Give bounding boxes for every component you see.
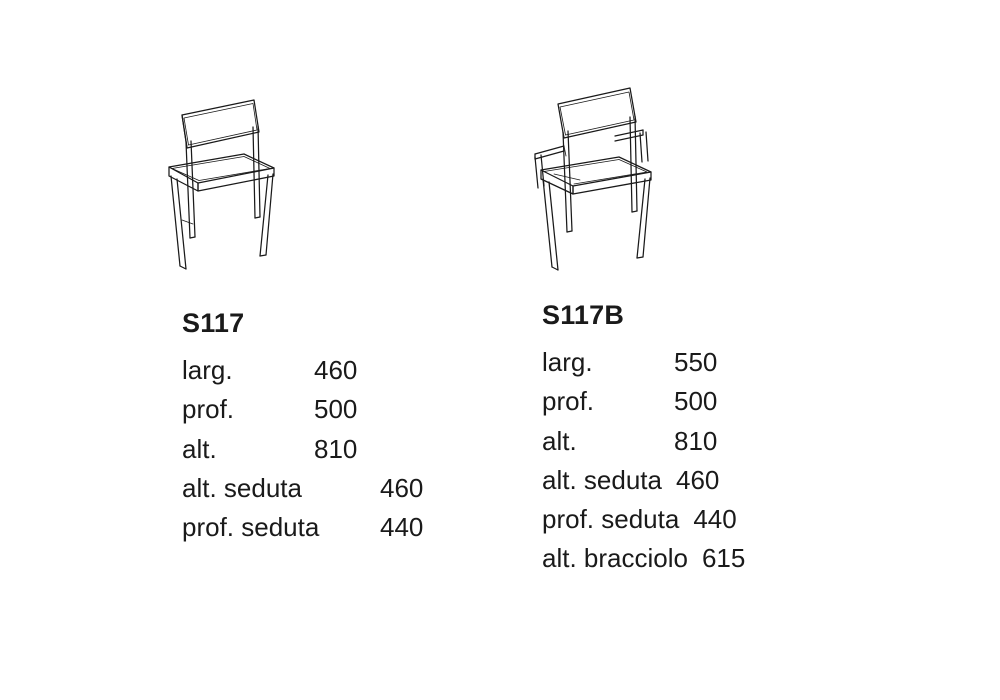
spec-label: alt. seduta [182, 472, 302, 503]
spec-label: prof. seduta [182, 512, 320, 542]
spec-row [160, 430, 520, 469]
spec-list-s117b [520, 300, 940, 579]
chair-drawing-s117 [160, 70, 520, 300]
side-chair-icon [160, 70, 360, 295]
spec-row [160, 469, 520, 508]
spec-row [160, 390, 520, 429]
spec-row [520, 500, 940, 539]
spec-value: 810 [314, 433, 358, 464]
spec-row [520, 343, 940, 382]
spec-value: 460 [314, 355, 358, 385]
spec-label: larg. [182, 355, 233, 385]
spec-row [520, 539, 940, 578]
spec-row [160, 508, 520, 547]
spec-row [520, 382, 940, 421]
spec-label: prof. [182, 394, 235, 425]
spec-label: alt. seduta [542, 464, 662, 495]
spec-value: 500 [674, 386, 718, 417]
spec-label: prof. seduta [542, 504, 680, 534]
model-name-s117b: S117B [542, 300, 625, 330]
armchair-icon [520, 62, 740, 297]
spec-list-s117 [160, 308, 520, 547]
spec-row [520, 422, 940, 461]
spec-value: 500 [314, 394, 358, 425]
spec-label: alt. [182, 433, 217, 464]
spec-label: larg. [542, 347, 593, 377]
model-name-s117: S117 [182, 308, 245, 338]
spec-label: alt. bracciolo [542, 543, 688, 574]
product-block-s117b [520, 62, 940, 579]
spec-label: alt. [542, 425, 577, 456]
spec-row [520, 461, 940, 500]
spec-row [160, 351, 520, 390]
spec-value: 550 [674, 347, 718, 377]
spec-value: 460 [675, 464, 720, 495]
spec-value: 440 [693, 504, 737, 534]
spec-value: 440 [380, 512, 424, 542]
spec-value: 460 [380, 472, 424, 503]
spec-value: 615 [701, 543, 746, 574]
spec-value: 810 [674, 425, 718, 456]
product-block-s117 [160, 70, 520, 547]
spec-label: prof. [542, 386, 595, 417]
chair-drawing-s117b [520, 62, 940, 292]
